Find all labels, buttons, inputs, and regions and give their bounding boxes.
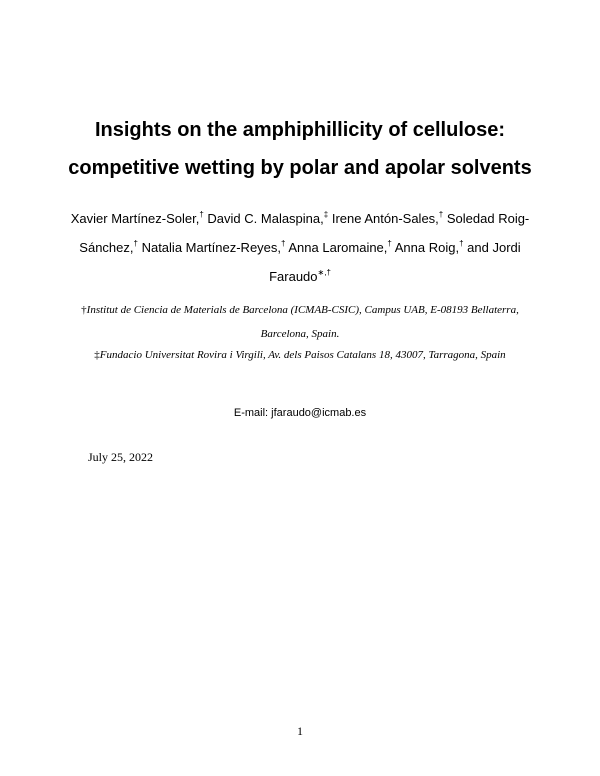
affiliation-mark: † [281,239,286,248]
author-name: Soledad Roig-Sánchez, [79,211,530,255]
affiliation-text: Fundacio Universitat Rovira i Virgili, Av. dels Paisos Catalans 18, 43007, Tarragona, Spain [99,349,506,361]
author-list [70,204,530,291]
author-name: Xavier Martínez-Soler, [70,211,200,226]
affiliation-mark: ∗,† [317,268,331,277]
affiliation-mark: ‡ [94,349,100,361]
paper-date: July 25, 2022 [88,450,154,464]
affiliation [60,298,540,346]
corresponding-email: E-mail: jfaraudo@icmab.es [233,407,367,419]
paper-title-line-1: Insights on the amphiphillicity of cellulose: [94,119,506,141]
page-number: 1 [297,724,303,738]
author-name: Jordi Faraudo [269,240,521,284]
affiliation-mark: † [438,210,444,219]
affiliation-mark: † [459,239,464,248]
author-name: David C. Malaspina, [207,211,324,226]
affiliation-text: Institut de Ciencia de Materials de Barcelona (ICMAB-CSIC), Campus UAB, E-08193 Bellaterra, Barcelona, Spain. [86,304,519,340]
author-name: Anna Laromaine, [288,240,388,255]
affiliation-mark: ‡ [323,210,329,219]
affiliation-mark: † [387,239,392,248]
author-conjunction: and [467,240,489,255]
affiliation-mark: † [199,210,204,219]
author-name: Natalia Martínez-Reyes, [141,240,282,255]
author-name: Irene Antón-Sales, [331,211,439,226]
affiliation-mark: † [133,239,138,248]
paper-title-line-2: competitive wetting by polar and apolar solvents [68,157,532,179]
affiliation-mark: † [81,304,87,316]
author-name: Anna Roig, [394,240,460,255]
affiliation [60,343,540,367]
